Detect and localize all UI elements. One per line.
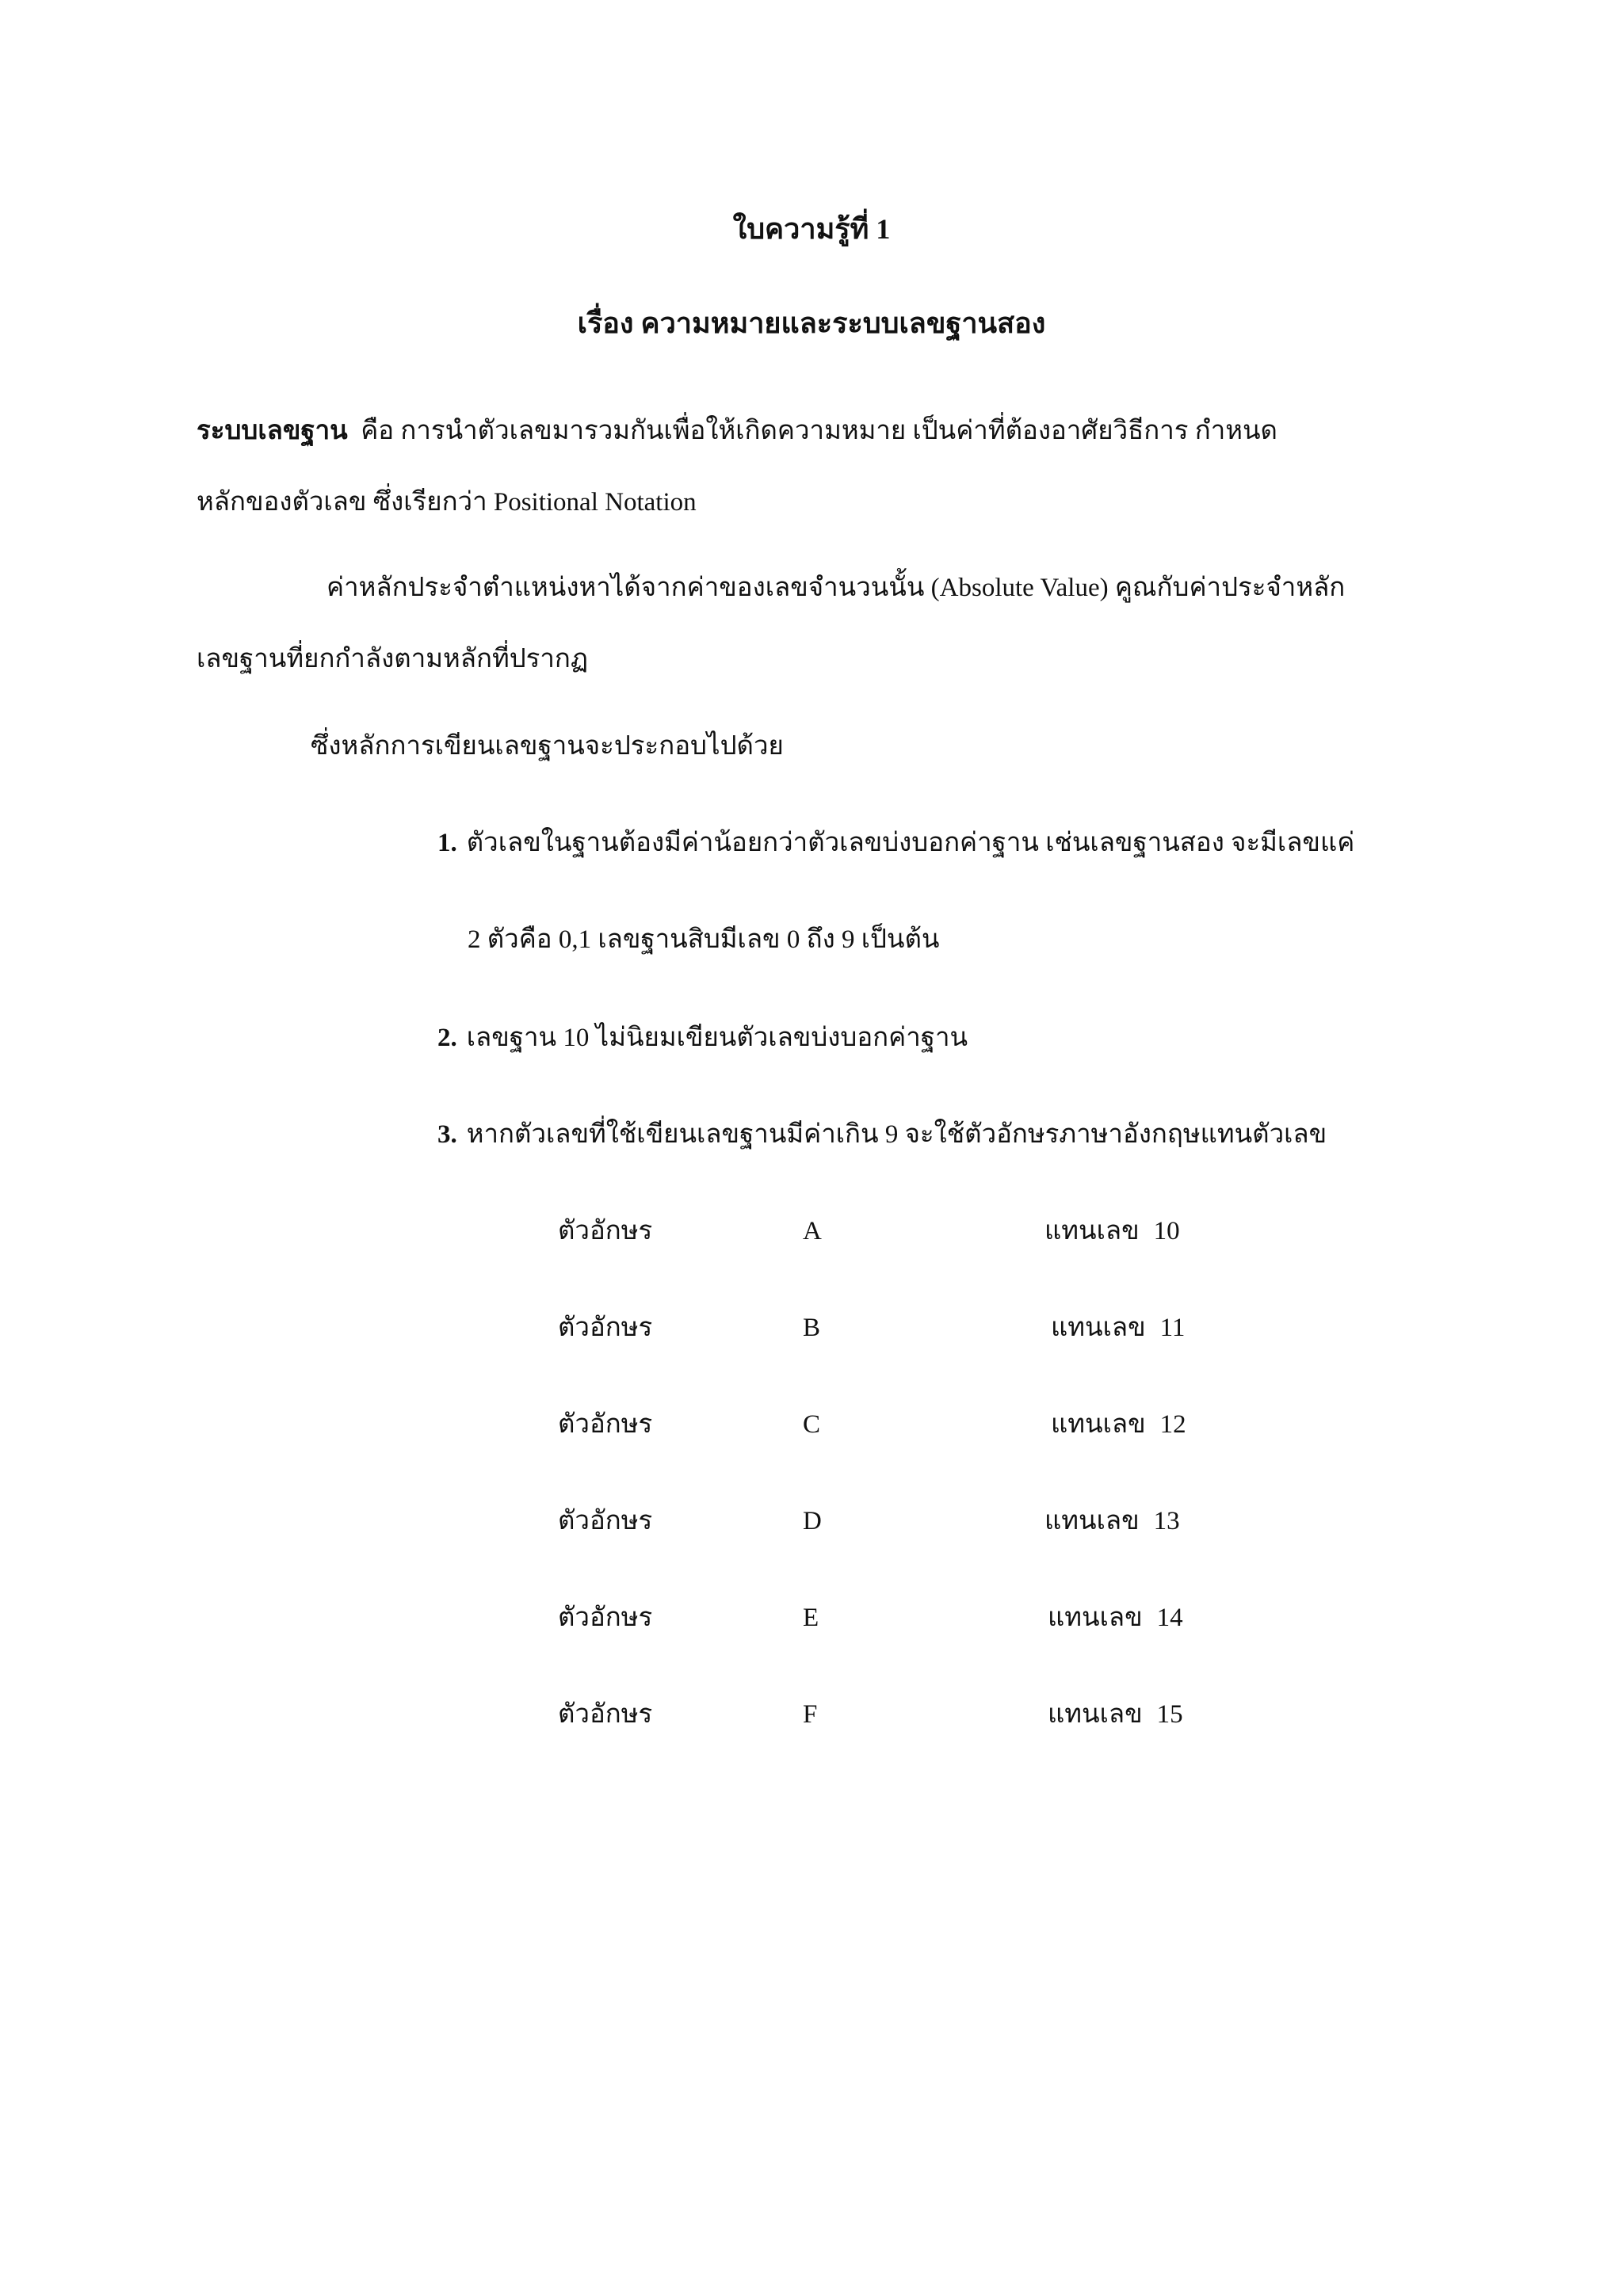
letter-row [0,1502,1623,1540]
definition-term: ระบบเลขฐาน [197,417,348,445]
letter-meaning: แทนเลข 15 [1048,1700,1183,1729]
page-subtitle: เรื่อง ความหมายและระบบเลขฐานสอง [577,307,1046,339]
rule-text: เลขฐาน 10 ไม่นิยมเขียนตัวเลขบ่งบอกค่าฐาน [466,1024,968,1052]
rule-item-1-continuation: 2 ตัวคือ 0,1 เลขฐานสิบมีเลข 0 ถึง 9 เป็นต้น [468,925,940,954]
rule-number: 2. [437,1024,457,1052]
rule-item-1 [437,824,1354,862]
letter-label: ตัวอักษร [558,1217,653,1245]
letter-label: ตัวอักษร [558,1410,653,1439]
letter-label: ตัวอักษร [558,1700,653,1729]
paragraph-place-value-line-1: ค่าหลักประจำตำแหน่งหาได้จากค่าของเลขจำนวนนั้น (Absolute Value) คูณกับค่าประจำหลัก [327,574,1346,602]
paragraph-definition [197,412,1426,521]
letter-meaning: แทนเลข 13 [1044,1507,1180,1535]
letter-label: ตัวอักษร [558,1314,653,1342]
letter-row [0,1695,1623,1733]
letter-symbol: A [803,1217,822,1245]
paragraph-place-value [197,569,1426,678]
rule-text: หากตัวเลขที่ใช้เขียนเลขฐานมีค่าเกิน 9 จะใช้ตัวอักษรภาษาอังกฤษแทนตัวเลข [466,1120,1327,1149]
letter-row [0,1405,1623,1444]
letter-symbol: B [803,1314,821,1342]
letter-symbol: D [803,1507,822,1535]
letter-symbol: F [803,1700,818,1729]
letter-symbol: E [803,1604,819,1632]
letter-meaning: แทนเลข 14 [1048,1604,1183,1632]
paragraph-place-value-line-2: เลขฐานที่ยกกำลังตามหลักที่ปรากฏ [197,645,589,673]
rule-number: 1. [437,829,457,857]
paragraph-definition-line-1 [197,412,1426,450]
rule-item-2 [437,1019,968,1057]
page-title: ใบความรู้ที่ 1 [732,213,891,245]
rule-text: ตัวเลขในฐานต้องมีค่าน้อยกว่าตัวเลขบ่งบอกค่าฐาน เช่นเลขฐานสอง จะมีเลขแค่ [466,829,1355,857]
letter-label: ตัวอักษร [558,1507,653,1535]
paragraph-principles-intro: ซึ่งหลักการเขียนเลขฐานจะประกอบไปด้วย [311,732,784,761]
letter-row [0,1212,1623,1250]
letter-meaning: แทนเลข 12 [1051,1410,1186,1439]
letter-row [0,1599,1623,1637]
letter-label: ตัวอักษร [558,1604,653,1632]
rule-item-3 [437,1116,1327,1154]
rule-number: 3. [437,1120,457,1149]
letter-meaning: แทนเลข 10 [1044,1217,1180,1245]
paragraph-definition-line-2: หลักของตัวเลข ซึ่งเรียกว่า Positional Notation [197,488,697,517]
definition-text: คือ การนำตัวเลขมารวมกันเพื่อให้เกิดความหมาย เป็นค่าที่ต้องอาศัยวิธีการ กำหนด [361,417,1277,445]
letter-meaning: แทนเลข 11 [1051,1314,1186,1342]
letter-row [0,1309,1623,1347]
letter-symbol: C [803,1410,821,1439]
